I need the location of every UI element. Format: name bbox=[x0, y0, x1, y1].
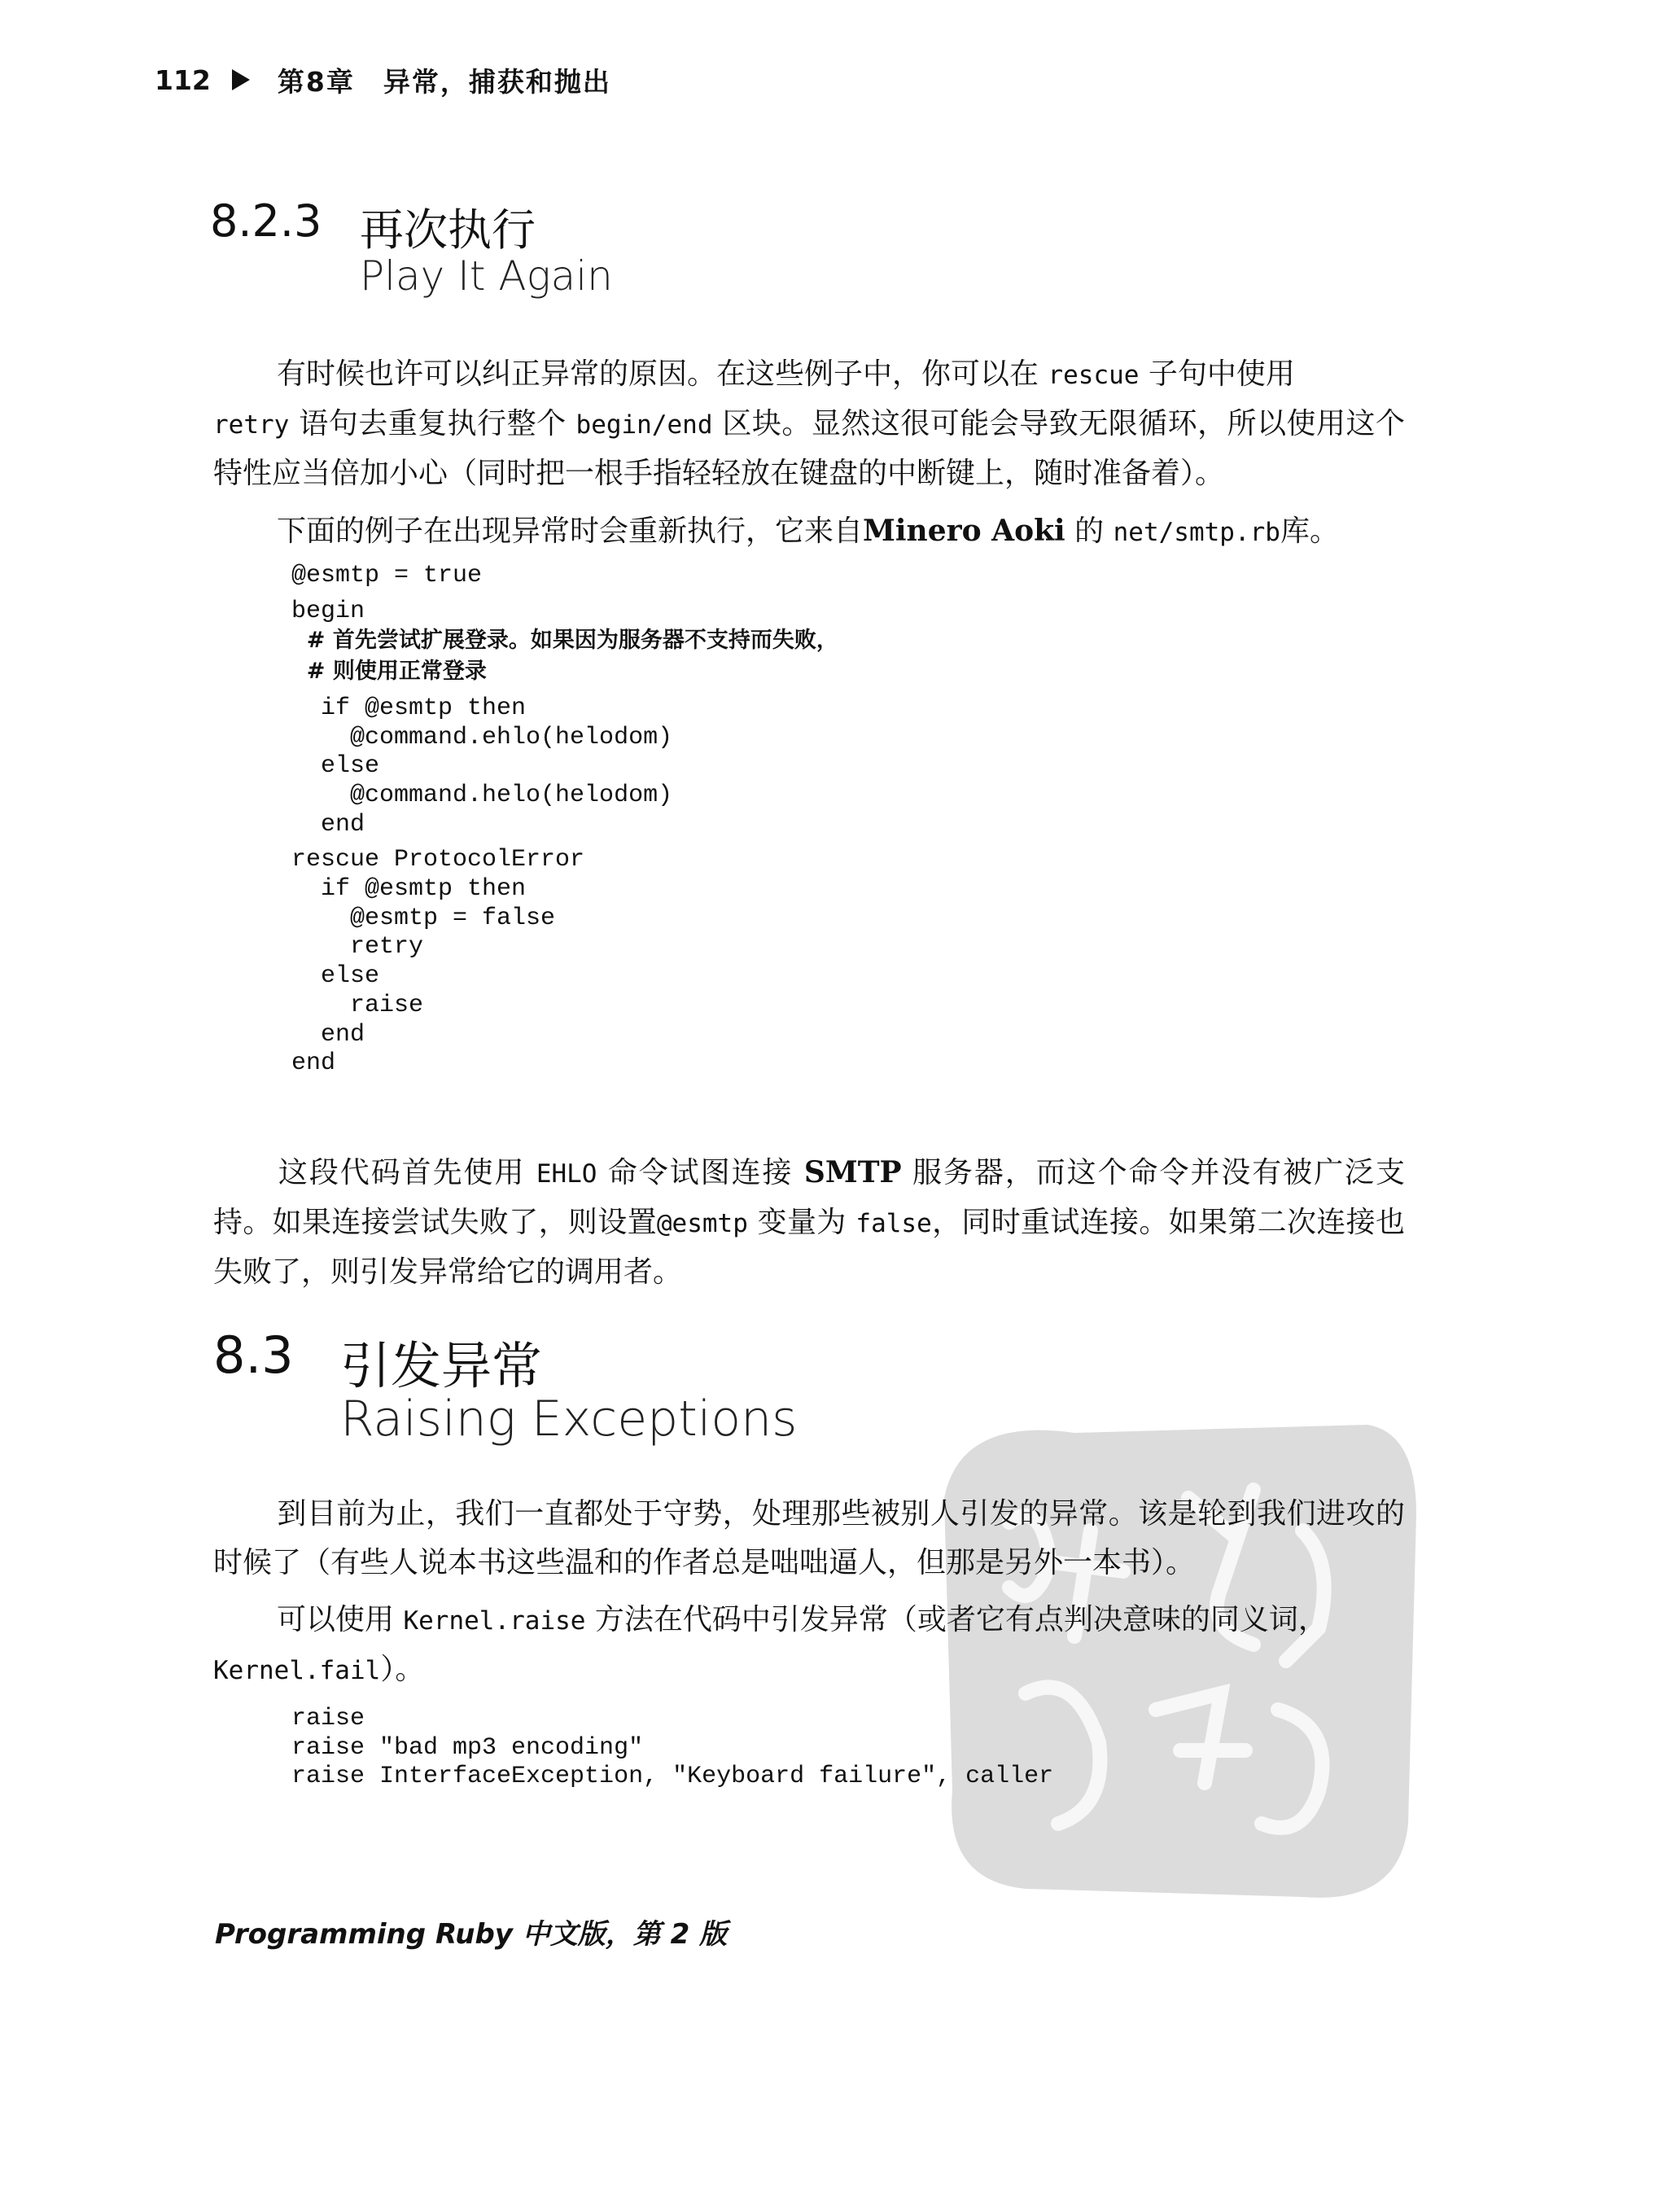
inline-code: Kernel.fail bbox=[213, 1656, 381, 1685]
paragraph-kernel-raise: 可以使用 Kernel.raise 方法在代码中引发异常（或者它有点判决意味的同义词， Kernel.fail）。 bbox=[213, 1603, 1328, 1686]
code-line: begin bbox=[291, 597, 365, 625]
section-number: 8.3 bbox=[213, 1325, 294, 1385]
code-comment: # 则使用正常登录 bbox=[291, 659, 487, 685]
code-block-rescue: rescue ProtocolError if @esmtp then @esmtp = false retry else raise end end bbox=[291, 846, 585, 1078]
triangle-icon bbox=[232, 69, 250, 90]
inline-code: begin/end bbox=[575, 410, 713, 440]
running-header bbox=[155, 62, 611, 98]
paragraph-code-explanation: 这段代码首先使用 EHLO 命令试图连接 SMTP 服务器，而这个命令并没有被广泛支持。如果连接尝试失败了，则设置@esmtp 变量为 false，同时重试连接。如果第二次连接也失败了，则引发异常给它的调用者。 bbox=[213, 1155, 1405, 1289]
section-title-cn: 再次执行 bbox=[360, 204, 536, 256]
chapter-title: 第8章 异常，捕获和抛出 bbox=[277, 65, 611, 98]
code-comment: # 首先尝试扩展登录。如果因为服务器不支持而失败， bbox=[291, 628, 838, 654]
section-number: 8.2.3 bbox=[210, 195, 322, 247]
code-block-raise bbox=[291, 1705, 1053, 1792]
inline-code: rescue bbox=[1048, 361, 1140, 390]
inline-code: @esmtp bbox=[656, 1209, 748, 1238]
paragraph-retry-intro: 有时候也许可以纠正异常的原因。在这些例子中，你可以在 rescue 子句中使用 retry 语句去重复执行整个 begin/end 区块。显然这很可能会导致无限循环，所以使用这个特性应当倍加小心（同时把一根手指轻轻放在键盘的中断键上，随时准备着）。 bbox=[213, 357, 1405, 490]
code-line: @esmtp = true bbox=[291, 562, 483, 589]
section-title-en: Play It Again bbox=[360, 252, 613, 300]
author-name: Minero Aoki bbox=[863, 514, 1065, 548]
paragraph-raising-intro: 到目前为止，我们一直都处于守势，处理那些被别人引发的异常。该是轮到我们进攻的时候了（有些人说本书这些温和的作者总是咄咄逼人，但那是另外一本书）。 bbox=[213, 1497, 1405, 1579]
inline-code: net/smtp.rb bbox=[1113, 518, 1280, 547]
page-number: 112 bbox=[155, 64, 211, 96]
inline-code: EHLO bbox=[536, 1159, 597, 1189]
paragraph-example-intro: 下面的例子在出现异常时会重新执行，它来自Minero Aoki 的 net/smtp.rb库。 bbox=[277, 514, 1339, 548]
code-line: raise raise "bad mp3 encoding" raise InterfaceException, "Keyboard failure", caller bbox=[291, 1705, 1054, 1791]
book-footer: Programming Ruby 中文版，第 2 版 bbox=[215, 1918, 728, 1951]
section-title-en: Raising Exceptions bbox=[340, 1391, 798, 1448]
inline-code: Kernel.raise bbox=[403, 1606, 586, 1636]
inline-code: retry bbox=[213, 410, 290, 440]
code-block-smtp bbox=[291, 562, 838, 1079]
code-block-if: if @esmtp then @command.ehlo(helodom) else @command.helo(helodom) end bbox=[321, 694, 673, 839]
section-title-cn: 引发异常 bbox=[340, 1336, 543, 1395]
inline-code: false bbox=[855, 1209, 932, 1238]
smtp-term: SMTP bbox=[803, 1155, 902, 1189]
